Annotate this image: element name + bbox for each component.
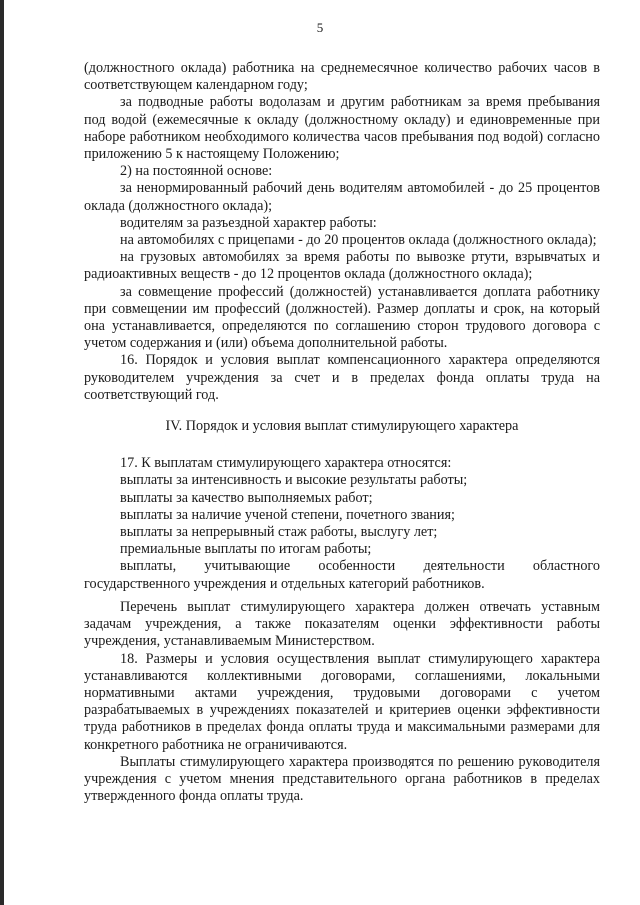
list-item: премиальные выплаты по итогам работы; — [120, 541, 372, 558]
list-item: выплаты, учитывающие особенности деятельности областного государственного учреждения и отдельных категорий работников. — [84, 558, 600, 592]
list-item: выплаты за качество выполняемых работ; — [120, 489, 373, 506]
paragraph: за ненормированный рабочий день водителям автомобилей - до 25 процентов оклада (должностного оклада); — [84, 180, 600, 214]
paragraph: 18. Размеры и условия осуществления выплат стимулирующего характера устанавливаются коллективными договорами, соглашениями, локальными нормативными актами учреждения, трудовыми договорами с учетом разрабатываемых в учреждениях показателей и критериев оценки эффективности труда работников в пределах фонда оплаты труда и максимальными размерами для конкретного работника не ограничиваются. — [84, 650, 600, 753]
paragraph: 16. Порядок и условия выплат компенсационного характера определяются руководителем учреждения за счет и в пределах фонда оплаты труда на соответствующий год. — [84, 352, 600, 403]
paragraph: за подводные работы водолазам и другим работникам за время пребывания под водой (ежемесячные к окладу (должностному окладу) и единовременные при наборе работником необходимого количества часов пребывания под водой) согласно приложению 5 к настоящему Положению; — [84, 94, 600, 163]
paragraph: за совмещение профессий (должностей) устанавливается доплата работнику при совмещении им профессий (должностей). Размер доплаты и срок, на который она устанавливается, определяются по соглашению сторон трудового договора с учетом содержания и (или) объема дополнительной работы. — [84, 283, 600, 352]
paragraph: на автомобилях с прицепами - до 20 процентов оклада (должностного оклада); — [120, 232, 597, 249]
paragraph: 17. К выплатам стимулирующего характера относятся: — [120, 455, 452, 472]
paragraph: Перечень выплат стимулирующего характера должен отвечать уставным задачам учреждения, а также показателям оценки эффективности работы учреждения, устанавливаемым Министерством. — [84, 598, 600, 650]
paragraph: (должностного оклада) работника на среднемесячное количество рабочих часов в соответствующем календарном году; — [84, 60, 600, 94]
list-item: выплаты за интенсивность и высокие результаты работы; — [120, 472, 468, 489]
paragraph: 2) на постоянной основе: — [120, 163, 273, 180]
scan-edge — [0, 0, 4, 905]
paragraph: водителям за разъездной характер работы: — [120, 214, 377, 231]
list-item: выплаты за непрерывный стаж работы, выслугу лет; — [120, 524, 438, 541]
paragraph: Выплаты стимулирующего характера производятся по решению руководителя учреждения с учетом мнения представительного органа работников в пределах утвержденного фонда оплаты труда. — [84, 753, 600, 805]
page-number: 5 — [316, 20, 324, 35]
paragraph: на грузовых автомобилях за время работы по вывозке ртути, взрывчатых и радиоактивных веществ - до 12 процентов оклада (должностного оклада); — [84, 249, 600, 283]
section-heading: IV. Порядок и условия выплат стимулирующего характера — [165, 418, 519, 435]
list-item: выплаты за наличие ученой степени, почетного звания; — [120, 506, 455, 523]
document-body — [84, 60, 600, 805]
